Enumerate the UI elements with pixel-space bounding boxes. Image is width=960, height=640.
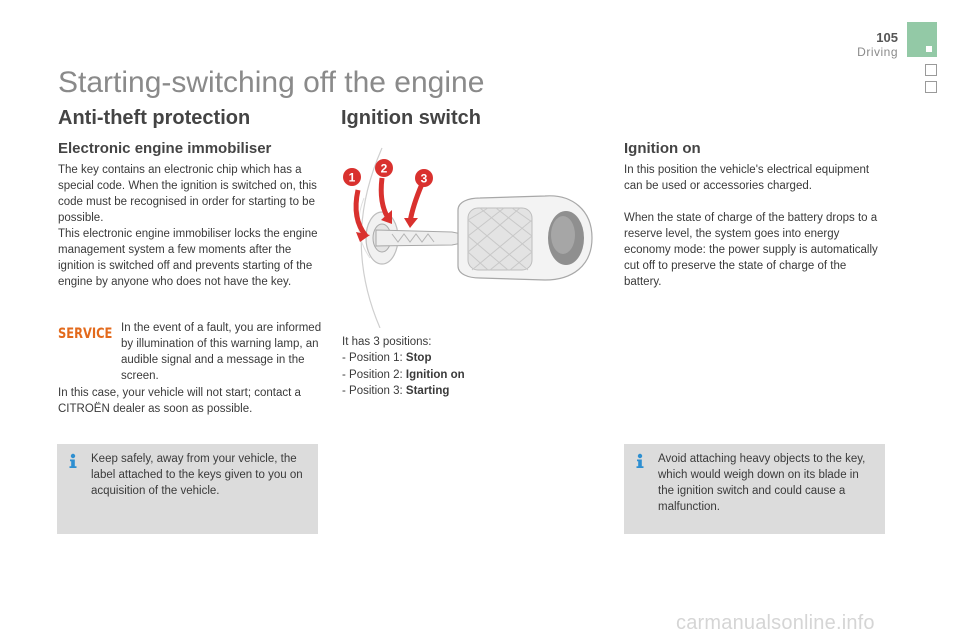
callout-3	[415, 169, 433, 187]
list-item: - Position 1: Stop	[342, 352, 432, 364]
ignition-on-heading: Ignition on	[624, 140, 701, 157]
ignition-on-paragraph-2: When the state of charge of the battery drops to a reserve level, the system goes into energy economy mode: the power supply is automatically cut off to preserve the state of charge of the battery.	[624, 212, 878, 288]
immobiliser-paragraph-2: This electronic engine immobiliser locks the engine management system a few moments after the ignition is switched off and prevents starting of the engine by anyone who does not have the key.	[58, 228, 318, 288]
ignition-key-illustration	[340, 138, 600, 328]
info-box-key-weight-text: Avoid attaching heavy objects to the key, which would weigh down on its blade in the ignition switch and could cause a malfunction.	[658, 453, 866, 513]
anti-theft-heading: Anti-theft protection	[58, 107, 251, 129]
svg-text:1: 1	[348, 170, 356, 185]
info-icon	[66, 453, 80, 469]
list-item: - Position 2: Ignition on	[342, 368, 465, 381]
info-box-keys	[57, 444, 318, 534]
ignition-on-paragraph-1: In this position the vehicle's electrical equipment can be used or accessories charged.	[624, 164, 870, 192]
service-paragraph: In the event of a fault, you are informed by illumination of this warning lamp, an audible signal and a message in the screen.	[121, 322, 322, 382]
watermark: carmanualsonline.info	[676, 612, 875, 634]
info-box-key-weight	[624, 444, 885, 534]
position-name: Ignition on	[405, 368, 465, 381]
service-warning-lamp-icon: SERVICE	[58, 326, 113, 342]
chapter-tab[interactable]	[925, 81, 937, 93]
dealer-paragraph: In this case, your vehicle will not start; contact a CITROËN dealer as soon as possible.	[58, 387, 301, 415]
square-icon	[926, 46, 932, 52]
callout-1	[343, 168, 361, 186]
svg-text:2: 2	[380, 161, 388, 176]
page-number: 105	[876, 30, 898, 45]
chapter-tab-active[interactable]	[907, 22, 937, 57]
svg-text:3: 3	[420, 171, 428, 186]
chapter-tab[interactable]	[925, 64, 937, 76]
immobiliser-paragraph-1: The key contains an electronic chip which has a special code. When the ignition is switched on, this code must be recognised in order for starting to be possible.	[58, 164, 317, 224]
positions-intro: It has 3 positions:	[342, 336, 432, 348]
info-box-keys-text: Keep safely, away from your vehicle, the label attached to the keys given to you on acquisition of the vehicle.	[91, 453, 303, 497]
section-name: Driving	[857, 45, 898, 59]
info-icon	[633, 453, 647, 469]
callout-2	[375, 159, 393, 177]
position-name: Starting	[405, 385, 450, 397]
ignition-switch-heading: Ignition switch	[341, 107, 481, 129]
immobiliser-subheading: Electronic engine immobiliser	[58, 140, 272, 157]
page-title: Starting-switching off the engine	[58, 66, 485, 99]
list-item: - Position 3: Starting	[342, 385, 450, 397]
positions-list	[342, 350, 465, 400]
position-name: Stop	[405, 352, 432, 364]
